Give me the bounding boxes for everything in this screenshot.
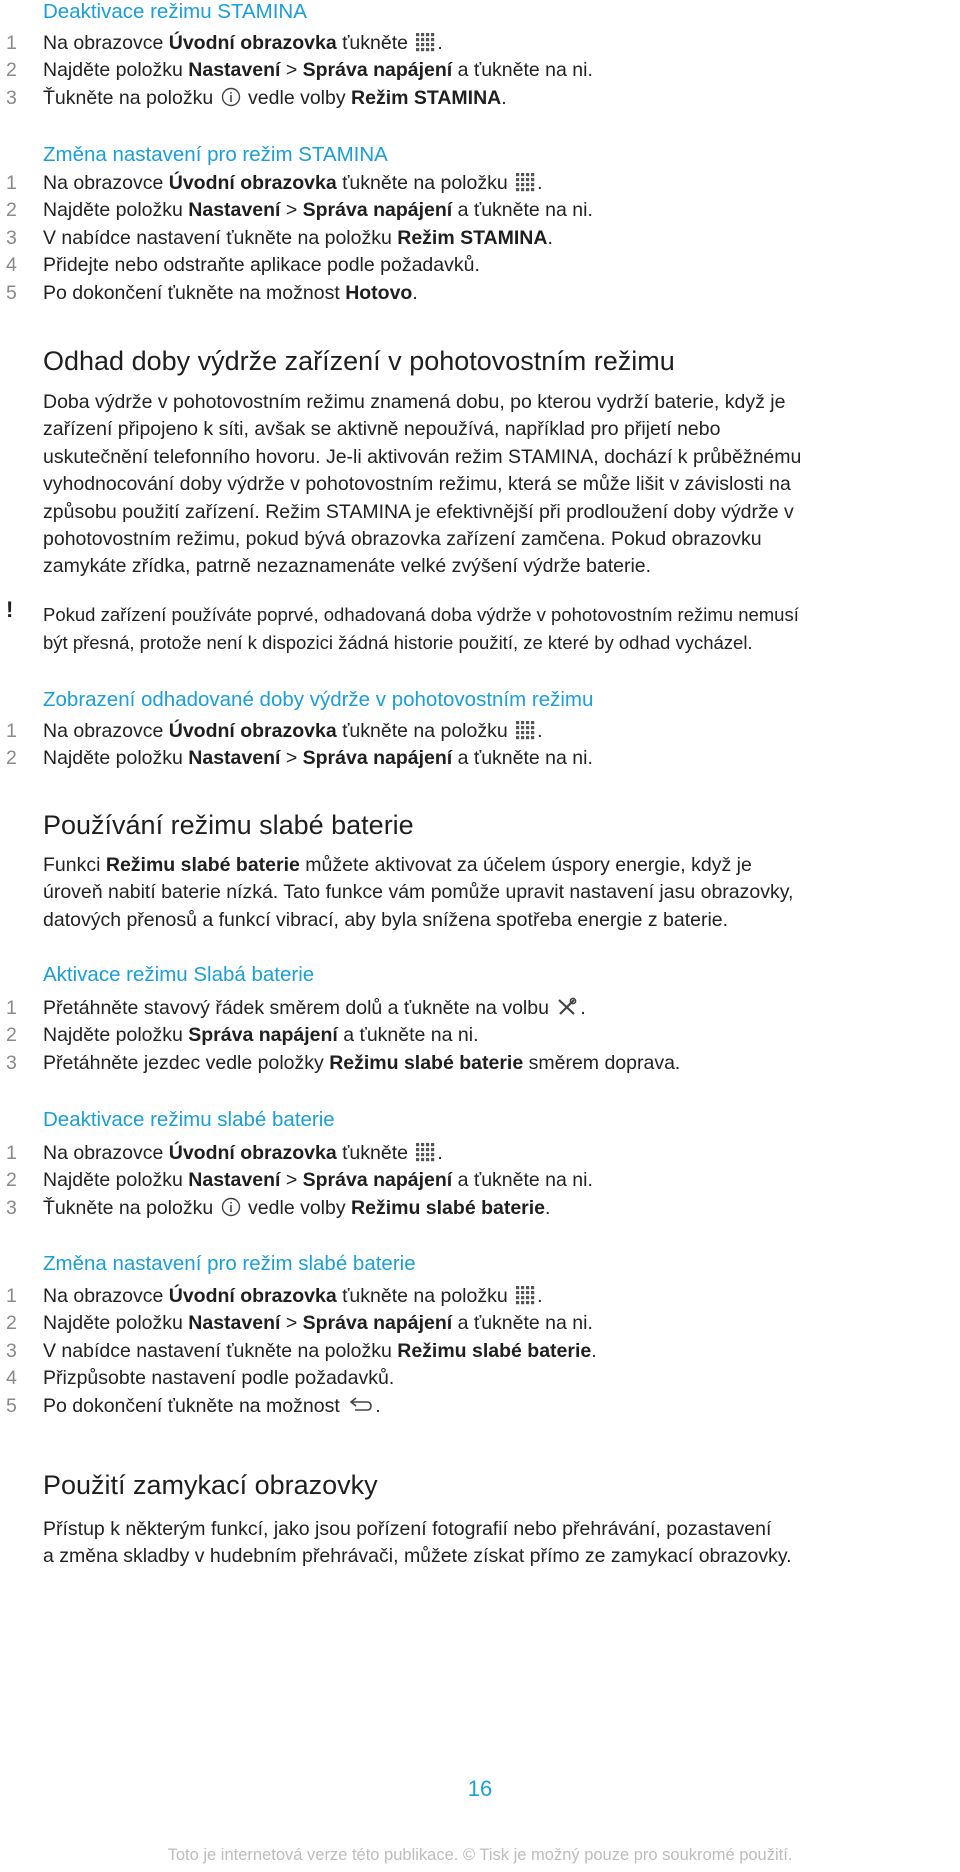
step-text	[43, 1365, 394, 1392]
step-text	[43, 995, 586, 1022]
text-run: a ťukněte na ni.	[452, 1169, 593, 1192]
text-run: V nabídce nastavení ťukněte na položku	[43, 1339, 398, 1362]
ui-term: Správa napájení	[188, 1024, 338, 1047]
text-run: vedle volby	[242, 86, 352, 109]
low-battery-paragraph	[43, 852, 923, 934]
ui-term: Úvodní obrazovka	[168, 1142, 337, 1164]
ui-term: Režim STAMINA	[351, 86, 502, 109]
ui-term: Režim STAMINA	[397, 226, 548, 249]
step-text	[43, 745, 593, 772]
step-item	[0, 225, 960, 252]
text-run: .	[501, 86, 507, 109]
ui-term: Nastavení	[188, 1312, 281, 1335]
step-text	[43, 1140, 443, 1167]
text-run: a ťukněte na ni.	[452, 199, 593, 222]
ui-term: Správa napájení	[302, 199, 453, 222]
step-item	[0, 197, 960, 224]
step-text	[43, 1283, 543, 1310]
text-run: V nabídce nastavení ťukněte na položku	[43, 226, 398, 249]
step-number: 1	[6, 720, 17, 742]
text-run: Přetáhněte jezdec vedle položky	[43, 1051, 330, 1074]
step-item	[0, 1167, 960, 1194]
section-title-lock-screen: Použití zamykací obrazovky	[43, 1470, 378, 1500]
text-run: Na obrazovce	[43, 1142, 169, 1164]
step-item	[0, 280, 960, 307]
procedure-title-activate-low-battery: Aktivace režimu Slabá baterie	[43, 963, 315, 986]
text-run: můžete aktivovat za účelem úspory energie, když je	[299, 854, 752, 876]
text-run: .	[537, 172, 543, 194]
text-run: a změna skladby v hudebním přehrávači, můžete získat přímo ze zamykací obrazovky.	[43, 1545, 792, 1568]
text-run: a ťukněte na ni.	[337, 1024, 479, 1047]
text-line	[43, 416, 923, 443]
section-title-low-battery-mode: Používání režimu slabé baterie	[43, 810, 414, 840]
ui-term: Správa napájení	[302, 747, 453, 770]
step-number: 1	[6, 32, 17, 54]
step-text	[43, 57, 593, 84]
text-run: a ťukněte na ni.	[452, 747, 593, 770]
step-number: 3	[6, 86, 17, 109]
step-number: 5	[6, 281, 17, 304]
step-item	[0, 1365, 960, 1392]
text-run: Ťukněte na položku	[43, 1196, 219, 1219]
text-run: a ťukněte na ni.	[452, 1312, 593, 1335]
info-icon	[221, 87, 241, 107]
step-number: 3	[6, 1196, 17, 1219]
info-icon	[221, 1197, 241, 1217]
text-run: Přizpůsobte nastavení podle požadavků.	[43, 1367, 395, 1390]
apps-grid-icon	[415, 32, 435, 52]
procedure-title-deactivate-stamina: Deaktivace režimu STAMINA	[43, 0, 307, 23]
ui-term: Úvodní obrazovka	[168, 1285, 337, 1307]
back-icon	[347, 1395, 373, 1415]
text-run: ťukněte	[336, 32, 414, 54]
step-text	[43, 225, 553, 252]
steps-activate-low-battery	[0, 995, 960, 1077]
step-number: 5	[6, 1394, 17, 1417]
step-item	[0, 170, 960, 197]
text-run: ťukněte	[336, 1142, 414, 1164]
step-item	[0, 1140, 960, 1167]
text-line	[43, 553, 923, 580]
step-text	[43, 1050, 680, 1077]
footer-note: Toto je internetová verze této publikace. © Tisk je možný pouze pro soukromé použití.	[167, 1846, 793, 1864]
text-line	[43, 879, 923, 906]
text-run: .	[437, 1142, 443, 1164]
text-run: ťukněte na položku	[336, 172, 514, 194]
ui-term: Režimu slabé baterie	[329, 1051, 524, 1074]
ui-term: Režimu slabé baterie	[105, 854, 300, 876]
ui-term: Správa napájení	[302, 1169, 453, 1192]
steps-deactivate-low-battery	[0, 1140, 960, 1222]
text-run: Přístup k některým funkcí, jako jsou pořízení fotografií nebo přehrávání, pozastavení	[43, 1518, 772, 1540]
text-run: >	[280, 1312, 303, 1335]
apps-grid-icon	[515, 172, 535, 192]
procedure-title-deactivate-low-battery: Deaktivace režimu slabé baterie	[43, 1108, 335, 1131]
text-run: .	[545, 1196, 551, 1219]
step-text	[43, 85, 507, 112]
ui-term: Správa napájení	[302, 1312, 453, 1335]
ui-term: Úvodní obrazovka	[168, 172, 337, 194]
text-run: vyhodnocování doby výdrže v pohotovostním režimu, která se může lišit v závislosti na	[43, 473, 791, 496]
text-run: Najděte položku	[43, 1024, 189, 1047]
step-number: 1	[6, 1285, 17, 1307]
text-run: zamykáte zřídka, patrně nezaznamenáte velké zvýšení výdrže baterie.	[43, 555, 652, 578]
ui-term: Režimu slabé baterie	[397, 1339, 592, 1362]
apps-grid-icon	[415, 1142, 435, 1162]
step-number: 2	[6, 1312, 17, 1335]
steps-deactivate-stamina	[0, 30, 960, 112]
step-number: 3	[6, 1051, 17, 1074]
text-run: a ťukněte na ni.	[452, 59, 593, 82]
step-number: 3	[6, 1339, 17, 1362]
text-run: Na obrazovce	[43, 1285, 169, 1307]
steps-view-standby-estimate	[0, 718, 960, 773]
step-text	[43, 1338, 597, 1365]
text-run: .	[537, 1285, 543, 1307]
text-run: Po dokončení ťukněte na možnost	[43, 1394, 346, 1417]
text-line	[43, 852, 923, 879]
text-run: Přetáhněte stavový řádek směrem dolů a ťukněte na volbu	[43, 997, 555, 1019]
text-run: Najděte položku	[43, 747, 189, 770]
ui-term: Nastavení	[188, 199, 281, 222]
step-text	[43, 170, 543, 197]
text-line	[43, 1516, 923, 1543]
step-number: 2	[6, 1024, 17, 1047]
text-run: uskutečnění telefonního hovoru. Je-li aktivován režim STAMINA, dochází k průběžnému	[43, 445, 802, 468]
step-item	[0, 85, 960, 112]
lock-screen-paragraph	[43, 1516, 923, 1571]
text-run: .	[547, 226, 553, 249]
text-run: .	[537, 720, 543, 742]
text-run: Najděte položku	[43, 1169, 189, 1192]
step-number: 4	[6, 1367, 17, 1390]
text-run: zařízení připojeno k síti, avšak se aktivně nepoužívá, například pro přijetí nebo	[43, 418, 721, 441]
text-line	[43, 629, 933, 657]
step-text	[43, 718, 543, 745]
step-text	[43, 1393, 381, 1420]
text-line	[43, 526, 923, 553]
step-text	[43, 1310, 593, 1337]
procedure-title-view-standby-estimate: Zobrazení odhadované doby výdrže v pohotovostním režimu	[43, 688, 594, 711]
step-item	[0, 1022, 960, 1049]
step-number: 2	[6, 199, 17, 222]
ui-term: Úvodní obrazovka	[168, 720, 337, 742]
text-run: datových přenosů a funkcí vibrací, aby byla snížena spotřeba energie z baterie.	[43, 908, 729, 931]
text-run: ťukněte na položku	[336, 720, 514, 742]
text-line	[43, 601, 933, 629]
text-line	[43, 907, 923, 934]
step-number: 3	[6, 226, 17, 249]
procedure-title-change-stamina-settings: Změna nastavení pro režim STAMINA	[43, 143, 388, 166]
text-run: úroveň nabití baterie nízká. Tato funkce vám pomůže upravit nastavení jasu obrazovky,	[43, 881, 794, 904]
text-run: >	[280, 1169, 303, 1192]
step-text	[43, 1167, 593, 1194]
step-number: 2	[6, 747, 17, 770]
standby-warning-note	[43, 601, 933, 656]
text-run: vedle volby	[242, 1196, 352, 1219]
step-text	[43, 197, 593, 224]
step-item	[0, 1050, 960, 1077]
steps-change-stamina-settings	[0, 170, 960, 307]
text-run: pohotovostním režimu, pokud bývá obrazovka zařízení zamčena. Pokud obrazovku	[43, 528, 762, 551]
text-run: Najděte položku	[43, 59, 189, 82]
text-run: Po dokončení ťukněte na možnost	[43, 281, 346, 304]
step-item	[0, 1338, 960, 1365]
procedure-title-change-low-battery-settings: Změna nastavení pro režim slabé baterie	[43, 1252, 416, 1275]
text-run: směrem doprava.	[523, 1051, 681, 1074]
text-run: Přidejte nebo odstraňte aplikace podle požadavků.	[43, 254, 480, 277]
ui-term: Nastavení	[188, 747, 281, 770]
text-run: >	[280, 747, 303, 770]
step-text	[43, 280, 418, 307]
ui-term: Hotovo	[345, 281, 413, 304]
text-run: Najděte položku	[43, 199, 189, 222]
step-item	[0, 1310, 960, 1337]
step-item	[0, 745, 960, 772]
step-text	[43, 1022, 479, 1049]
text-run: být přesná, protože není k dispozici žádná historie použití, ze které by odhad vycházel.	[43, 631, 753, 653]
section-title-standby-estimate: Odhad doby výdrže zařízení v pohotovostním režimu	[43, 346, 675, 376]
text-line	[43, 1543, 923, 1570]
tools-icon	[556, 997, 578, 1017]
text-run: způsobu použití zařízení. Režim STAMINA je efektivnější při prodloužení doby výdrže v	[43, 500, 794, 523]
step-number: 2	[6, 1169, 17, 1192]
step-item	[0, 252, 960, 279]
text-run: .	[412, 281, 418, 304]
text-run: Funkci	[43, 854, 106, 876]
step-item	[0, 30, 960, 57]
text-run: Doba výdrže v pohotovostním režimu znamená dobu, po kterou vydrží baterie, když je	[43, 391, 786, 413]
text-run: >	[280, 199, 303, 222]
step-text	[43, 252, 480, 279]
text-line	[43, 389, 923, 416]
ui-term: Nastavení	[188, 59, 281, 82]
step-number: 4	[6, 254, 17, 277]
step-item	[0, 1393, 960, 1420]
warning-icon: !	[6, 597, 14, 622]
text-run: .	[375, 1394, 381, 1417]
text-run: Najděte položku	[43, 1312, 189, 1335]
step-item	[0, 57, 960, 84]
ui-term: Nastavení	[188, 1169, 281, 1192]
step-number: 2	[6, 59, 17, 82]
ui-term: Režimu slabé baterie	[351, 1196, 546, 1219]
standby-estimate-paragraph	[43, 389, 923, 581]
step-text	[43, 30, 443, 57]
apps-grid-icon	[515, 720, 535, 740]
page-number: 16	[467, 1776, 493, 1801]
step-number: 1	[6, 1142, 17, 1164]
step-item	[0, 1195, 960, 1222]
text-run: .	[580, 997, 586, 1019]
apps-grid-icon	[515, 1285, 535, 1305]
text-run: Na obrazovce	[43, 172, 169, 194]
ui-term: Správa napájení	[302, 59, 453, 82]
text-run: Ťukněte na položku	[43, 86, 219, 109]
text-run: Na obrazovce	[43, 720, 169, 742]
text-run: ťukněte na položku	[336, 1285, 514, 1307]
text-run: >	[280, 59, 303, 82]
text-run: Na obrazovce	[43, 32, 169, 54]
text-run: Pokud zařízení používáte poprvé, odhadovaná doba výdrže v pohotovostním režimu nemusí	[43, 604, 799, 625]
step-number: 1	[6, 172, 17, 194]
steps-change-low-battery-settings	[0, 1283, 960, 1420]
text-run: .	[591, 1339, 597, 1362]
step-number: 1	[6, 997, 17, 1019]
step-item	[0, 995, 960, 1022]
step-text	[43, 1195, 550, 1222]
step-item	[0, 718, 960, 745]
ui-term: Úvodní obrazovka	[168, 32, 337, 54]
text-run: .	[437, 32, 443, 54]
text-line	[43, 471, 923, 498]
text-line	[43, 444, 923, 471]
step-item	[0, 1283, 960, 1310]
text-line	[43, 499, 923, 526]
